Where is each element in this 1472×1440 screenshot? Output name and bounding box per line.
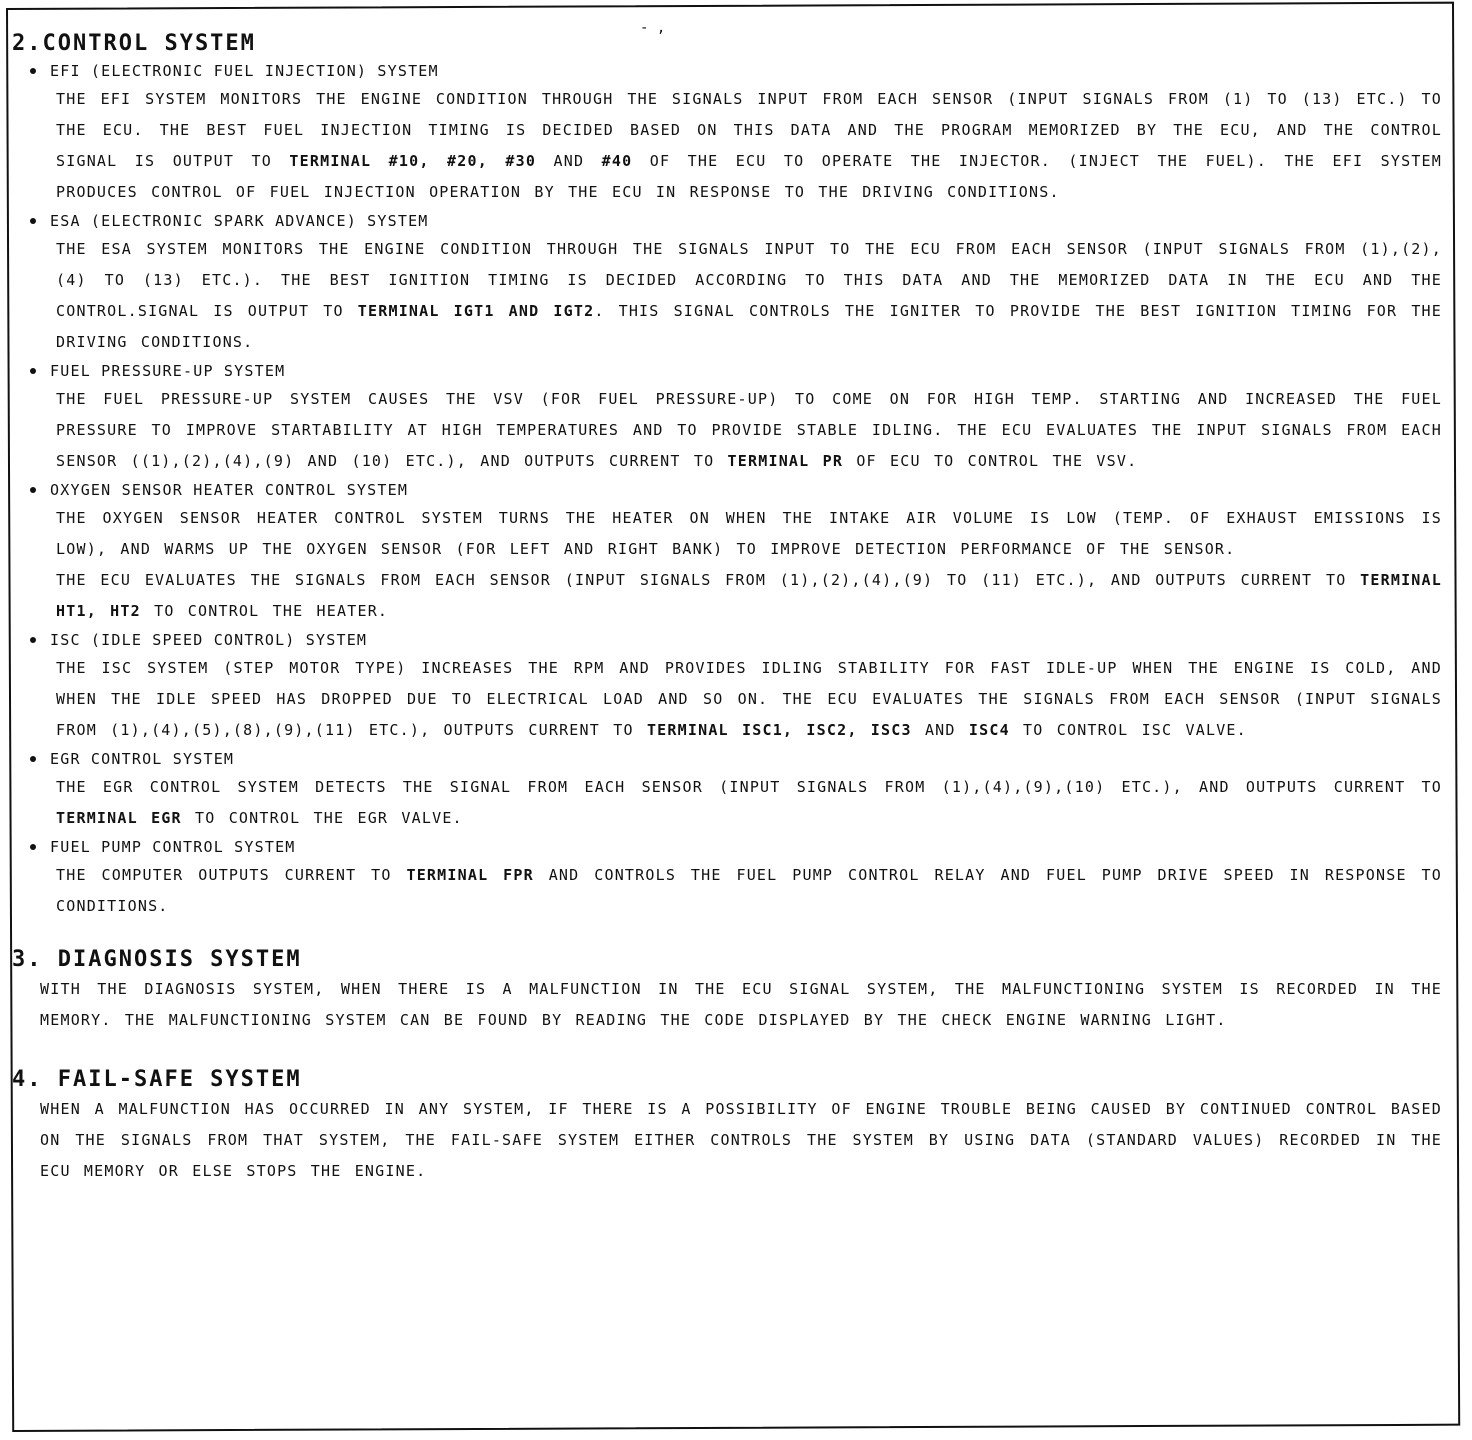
ohc-terminal: TERMINAL HT1, HT2 [56, 571, 1442, 620]
bullet-icon [30, 487, 36, 493]
efi-title: EFI (ELECTRONIC FUEL INJECTION) SYSTEM [50, 62, 439, 80]
ohc-paragraph-1: THE OXYGEN SENSOR HEATER CONTROL SYSTEM TURNS THE HEATER ON WHEN THE INTAKE AIR VOLUME IS LOW (TEMP. OF EXHAUST EMISSIONS IS LOW), AND WARMS UP THE OXYGEN SENSOR (FOR LEFT AND RIGHT BANK) TO IMPROVE DETECTION PERFORMANCE OF THE SENSOR. [56, 509, 1442, 558]
document-body [12, 30, 1442, 1187]
fpc-title: FUEL PUMP CONTROL SYSTEM [50, 838, 296, 856]
fail-safe-paragraph: WHEN A MALFUNCTION HAS OCCURRED IN ANY SYSTEM, IF THERE IS A POSSIBILITY OF ENGINE TROUBLE BEING CAUSED BY CONTINUED CONTROL BASED ON THE SIGNALS FROM THAT SYSTEM, THE FAIL-SAFE SYSTEM EITHER CONTROLS THE SYSTEM BY USING DATA (STANDARD VALUES) RECORDED IN THE ECU MEMORY OR ELSE STOPS THE ENGINE. [40, 1100, 1442, 1180]
bullet-icon [30, 68, 36, 74]
fail-safe-system-section [12, 1066, 1442, 1187]
efi-text-2: AND [536, 152, 602, 170]
isc-text-1: THE ISC SYSTEM (STEP MOTOR TYPE) INCREASES THE RPM AND PROVIDES IDLING STABILITY FOR FAST IDLE-UP WHEN THE ENGINE IS COLD, AND WHEN THE IDLE SPEED HAS DROPPED DUE TO ELECTRICAL LOAD AND SO ON. THE ECU EVALUATES THE SIGNALS FROM EACH SENSOR (INPUT SIGNALS FROM (1),(4),(5),(8),(9),(11) ETC.), OUTPUTS CURRENT TO [56, 659, 1442, 739]
fuel-pump-subsection [12, 834, 1442, 922]
fpu-text-2: OF ECU TO CONTROL THE VSV. [843, 452, 1138, 470]
egr-text-1: THE EGR CONTROL SYSTEM DETECTS THE SIGNAL FROM EACH SENSOR (INPUT SIGNALS FROM (1),(4),(9),(10) ETC.), AND OUTPUTS CURRENT TO [56, 778, 1442, 796]
fpu-terminal: TERMINAL PR [727, 452, 844, 470]
fpu-title-row [30, 358, 1442, 384]
fail-safe-system-heading: 4. FAIL-SAFE SYSTEM [12, 1067, 302, 1092]
fpu-text-1: THE FUEL PRESSURE-UP SYSTEM CAUSES THE VSV (FOR FUEL PRESSURE-UP) TO COME ON FOR HIGH TEMP. STARTING AND INCREASED THE FUEL PRESSURE TO IMPROVE STARTABILITY AT HIGH TEMPERATURES AND TO PROVIDE STABLE IDLING. THE ECU EVALUATES THE INPUT SIGNALS FROM EACH SENSOR ((1),(2),(4),(9) AND (10) ETC.), AND OUTPUTS CURRENT TO [56, 390, 1442, 470]
isc-title-row [30, 627, 1442, 653]
esa-text-1: THE ESA SYSTEM MONITORS THE ENGINE CONDITION THROUGH THE SIGNALS INPUT TO THE ECU FROM EACH SENSOR (INPUT SIGNALS FROM (1),(2),(4) TO (13) ETC.). THE BEST IGNITION TIMING IS DECIDED ACCORDING TO THIS DATA AND THE MEMORIZED DATA IN THE ECU AND THE CONTROL.SIGNAL IS OUTPUT TO [56, 240, 1442, 320]
ohc-title-row [30, 477, 1442, 503]
bullet-icon [30, 368, 36, 374]
diagnosis-system-section [12, 946, 1442, 1036]
bullet-icon [30, 637, 36, 643]
efi-title-row [30, 58, 1442, 84]
efi-subsection [12, 58, 1442, 208]
egr-title: EGR CONTROL SYSTEM [50, 750, 235, 768]
isc-text-2: AND [911, 721, 969, 739]
fpc-terminal: TERMINAL FPR [406, 866, 534, 884]
oxygen-heater-subsection [12, 477, 1442, 627]
isc-paragraph [56, 653, 1442, 746]
isc-title: ISC (IDLE SPEED CONTROL) SYSTEM [50, 631, 368, 649]
control-system-section [12, 30, 1442, 922]
ohc-text-2: TO CONTROL THE HEATER. [140, 602, 389, 620]
egr-subsection [12, 746, 1442, 834]
fpc-paragraph [56, 860, 1442, 922]
isc-terminal-2: ISC4 [968, 721, 1010, 739]
efi-terminal: TERMINAL #10, #20, #30 [289, 152, 537, 170]
top-mark: - , [640, 20, 666, 36]
isc-text-3: TO CONTROL ISC VALVE. [1009, 721, 1247, 739]
ohc-text-1: THE ECU EVALUATES THE SIGNALS FROM EACH SENSOR (INPUT SIGNALS FROM (1),(2),(4),(9) TO (11) ETC.), AND OUTPUTS CURRENT TO [56, 571, 1361, 589]
diagnosis-system-heading: 3. DIAGNOSIS SYSTEM [12, 947, 302, 972]
esa-title-row [30, 208, 1442, 234]
ohc-paragraph-2 [56, 565, 1442, 627]
ohc-title: OXYGEN SENSOR HEATER CONTROL SYSTEM [50, 481, 409, 499]
fpc-text-2: AND CONTROLS THE FUEL PUMP CONTROL RELAY AND FUEL PUMP DRIVE SPEED IN RESPONSE TO CONDITIONS. [56, 866, 1442, 915]
bullet-icon [30, 844, 36, 850]
efi-text-1: THE EFI SYSTEM MONITORS THE ENGINE CONDITION THROUGH THE SIGNALS INPUT FROM EACH SENSOR (INPUT SIGNALS FROM (1) TO (13) ETC.) TO THE ECU. THE BEST FUEL INJECTION TIMING IS DECIDED BASED ON THIS DATA AND THE PROGRAM MEMORIZED BY THE ECU, AND THE CONTROL SIGNAL IS OUTPUT TO [56, 90, 1442, 170]
esa-title: ESA (ELECTRONIC SPARK ADVANCE) SYSTEM [50, 212, 429, 230]
egr-text-2: TO CONTROL THE EGR VALVE. [181, 809, 463, 827]
efi-terminal-2: #40 [601, 152, 633, 170]
bullet-icon [30, 756, 36, 762]
fpc-text-1: THE COMPUTER OUTPUTS CURRENT TO [56, 866, 407, 884]
isc-terminal: TERMINAL ISC1, ISC2, ISC3 [646, 721, 912, 739]
esa-subsection [12, 208, 1442, 358]
bullet-icon [30, 218, 36, 224]
esa-terminal: TERMINAL IGT1 AND IGT2 [357, 302, 595, 320]
esa-text-2: . THIS SIGNAL CONTROLS THE IGNITER TO PROVIDE THE BEST IGNITION TIMING FOR THE DRIVING CONDITIONS. [56, 302, 1443, 351]
egr-title-row [30, 746, 1442, 772]
egr-terminal: TERMINAL EGR [56, 809, 182, 827]
diagnosis-paragraph: WITH THE DIAGNOSIS SYSTEM, WHEN THERE IS A MALFUNCTION IN THE ECU SIGNAL SYSTEM, THE MALFUNCTIONING SYSTEM IS RECORDED IN THE MEMORY. THE MALFUNCTIONING SYSTEM CAN BE FOUND BY READING THE CODE DISPLAYED BY THE CHECK ENGINE WARNING LIGHT. [40, 980, 1442, 1029]
fpu-paragraph [56, 384, 1442, 477]
esa-paragraph [56, 234, 1442, 358]
efi-text-3: OF THE ECU TO OPERATE THE INJECTOR. (INJECT THE FUEL). THE EFI SYSTEM PRODUCES CONTROL OF FUEL INJECTION OPERATION BY THE ECU IN RESPONSE TO THE DRIVING CONDITIONS. [56, 152, 1443, 201]
control-system-heading: 2.CONTROL SYSTEM [12, 31, 256, 56]
fpc-title-row [30, 834, 1442, 860]
fuel-pressure-up-subsection [12, 358, 1442, 477]
isc-subsection [12, 627, 1442, 746]
efi-paragraph [56, 84, 1442, 208]
fpu-title: FUEL PRESSURE-UP SYSTEM [50, 362, 286, 380]
egr-paragraph [56, 772, 1442, 834]
